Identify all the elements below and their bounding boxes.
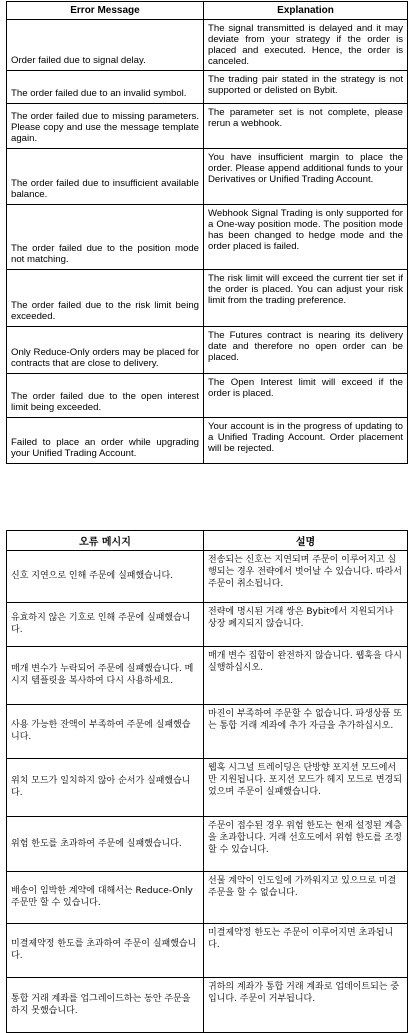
table-row bbox=[7, 205, 408, 270]
table-header-row bbox=[7, 2, 408, 20]
header-explanation: Explanation bbox=[204, 2, 408, 20]
explanation-cell: The risk limit will exceed the current tier set if the order is placed. You can adjust your risk limit from the trading preference. bbox=[204, 270, 408, 327]
table-row bbox=[7, 327, 408, 374]
error-table-english bbox=[6, 1, 408, 464]
error-message-cell: 신호 지연으로 인해 주문에 실패했습니다. bbox=[7, 551, 204, 603]
explanation-cell: 마진이 부족하여 주문할 수 없습니다. 파생상품 또는 통합 거래 계좌에 추가 자금을 추가하십시오. bbox=[204, 705, 408, 759]
explanation-cell: You have insufficient margin to place the order. Please append additional funds to your Derivatives or Unified Trading Account. bbox=[204, 149, 408, 205]
table-row bbox=[7, 418, 408, 464]
error-message-cell: The order failed due to insufficient available balance. bbox=[7, 149, 204, 205]
table-row bbox=[7, 924, 408, 978]
error-message-cell: The order failed due to the risk limit being exceeded. bbox=[7, 270, 204, 327]
table-row bbox=[7, 270, 408, 327]
table-row bbox=[7, 872, 408, 924]
explanation-cell: 전송되는 신호는 지연되며 주문이 이루어지고 실행되는 경우 전략에서 벗어날 수 있습니다. 따라서 주문이 취소됩니다. bbox=[204, 551, 408, 603]
explanation-cell: The Futures contract is nearing its delivery date and therefore no open order can be placed. bbox=[204, 327, 408, 374]
table-row bbox=[7, 978, 408, 1033]
error-message-cell: 미결제약정 한도를 초과하여 주문이 실패했습니다. bbox=[7, 924, 204, 978]
error-message-cell: 배송이 임박한 계약에 대해서는 Reduce-Only 주문만 할 수 있습니다. bbox=[7, 872, 204, 924]
explanation-cell: The signal transmitted is delayed and it may deviate from your strategy if the order is placed and executed. Hence, the order is canceled. bbox=[204, 20, 408, 71]
error-table-korean bbox=[6, 530, 408, 1033]
table-row bbox=[7, 603, 408, 647]
error-message-cell: 위험 한도를 초과하여 주문에 실패했습니다. bbox=[7, 817, 204, 872]
table-row bbox=[7, 20, 408, 71]
table-row bbox=[7, 817, 408, 872]
table-row bbox=[7, 647, 408, 705]
error-message-cell: Only Reduce-Only orders may be placed for contracts that are close to delivery. bbox=[7, 327, 204, 374]
table-row bbox=[7, 104, 408, 149]
error-message-cell: The order failed due to the open interest limit being exceeded. bbox=[7, 374, 204, 418]
header-explanation: 설명 bbox=[204, 531, 408, 551]
error-message-cell: 위치 모드가 일치하지 않아 순서가 실패했습니다. bbox=[7, 759, 204, 817]
explanation-cell: The parameter set is not complete, please rerun a webhook. bbox=[204, 104, 408, 149]
explanation-cell: The trading pair stated in the strategy is not supported or delisted on Bybit. bbox=[204, 71, 408, 104]
error-message-cell: The order failed due to missing parameters. Please copy and use the message template again. bbox=[7, 104, 204, 149]
table-row bbox=[7, 705, 408, 759]
error-message-cell: 사용 가능한 잔액이 부족하여 주문에 실패했습니다. bbox=[7, 705, 204, 759]
error-message-cell: The order failed due to the position mode not matching. bbox=[7, 205, 204, 270]
error-message-cell: 통합 거래 계좌를 업그레이드하는 동안 주문을 하지 못했습니다. bbox=[7, 978, 204, 1033]
header-error-message: Error Message bbox=[7, 2, 204, 20]
table-row bbox=[7, 374, 408, 418]
header-error-message: 오류 메시지 bbox=[7, 531, 204, 551]
error-message-cell: 유효하지 않은 기호로 인해 주문에 실패했습니다. bbox=[7, 603, 204, 647]
explanation-cell: 전략에 명시된 거래 쌍은 Bybit에서 지원되거나 상장 폐지되지 않습니다. bbox=[204, 603, 408, 647]
explanation-cell: 매개 변수 집합이 완전하지 않습니다. 웹훅을 다시 실행하십시오. bbox=[204, 647, 408, 705]
explanation-cell: 미결제약정 한도는 주문이 이루어지면 초과됩니다. bbox=[204, 924, 408, 978]
error-message-cell: Order failed due to signal delay. bbox=[7, 20, 204, 71]
table-row bbox=[7, 149, 408, 205]
explanation-cell: 선물 계약이 인도일에 가까워지고 있으므로 미결 주문을 할 수 없습니다. bbox=[204, 872, 408, 924]
explanation-cell: Your account is in the progress of updating to a Unified Trading Account. Order placement will be rejected. bbox=[204, 418, 408, 464]
error-message-cell: The order failed due to an invalid symbol. bbox=[7, 71, 204, 104]
explanation-cell: The Open Interest limit will exceed if the order is placed. bbox=[204, 374, 408, 418]
error-message-cell: Failed to place an order while upgrading your Unified Trading Account. bbox=[7, 418, 204, 464]
explanation-cell: Webhook Signal Trading is only supported for a One-way position mode. The position mode has been changed to hedge mode and the order placed is failed. bbox=[204, 205, 408, 270]
explanation-cell: 귀하의 계좌가 통합 거래 계좌로 업데이트되는 중입니다. 주문이 거부됩니다. bbox=[204, 978, 408, 1033]
table-row bbox=[7, 551, 408, 603]
table-row bbox=[7, 71, 408, 104]
error-message-cell: 매개 변수가 누락되어 주문에 실패했습니다. 메시지 템플릿을 복사하여 다시 사용하세요. bbox=[7, 647, 204, 705]
explanation-cell: 웹훅 시그널 트레이딩은 단방향 포지션 모드에서만 지원됩니다. 포지션 모드가 헤지 모드로 변경되었으며 주문이 실패했습니다. bbox=[204, 759, 408, 817]
table-header-row bbox=[7, 531, 408, 551]
table-row bbox=[7, 759, 408, 817]
explanation-cell: 주문이 접수된 경우 위험 한도는 현재 설정된 계층을 초과합니다. 거래 선호도에서 위험 한도를 조정할 수 있습니다. bbox=[204, 817, 408, 872]
